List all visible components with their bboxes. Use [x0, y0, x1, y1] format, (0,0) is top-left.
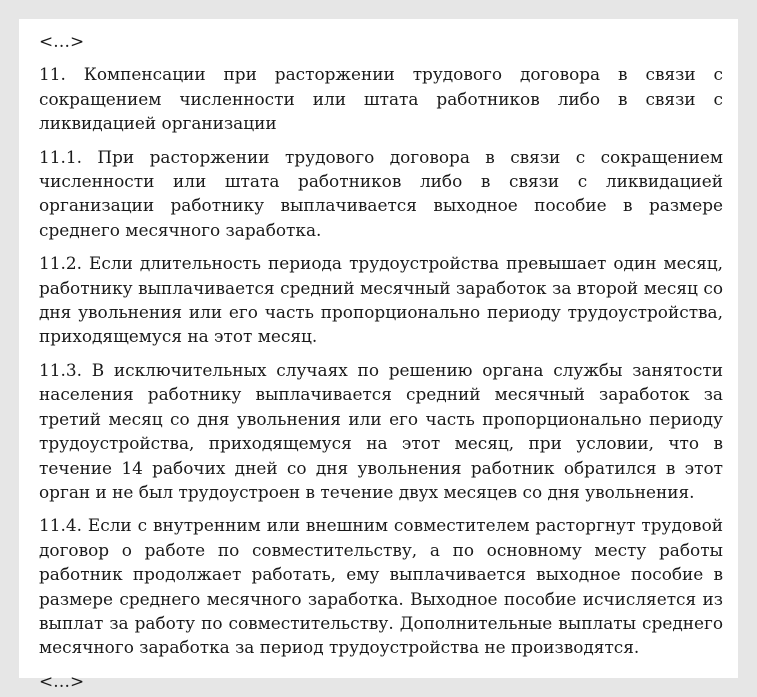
document-content — [39, 29, 723, 693]
paragraph-11-3: 11.3. В исключительных случаях по решению органа службы занятости населения работнику выплачивается средний месячный заработок за третий месяц со дня увольнения или его часть пропорционально периоду трудоустройства, приходящемуся на этот месяц, при условии, что в течение 14 рабочих дней со дня увольнения работник обратился в этот орган и не был трудоустроен в течение двух месяцев со дня увольнения. — [39, 359, 723, 502]
paragraph-11-4: 11.4. Если с внутренним или внешним совместителем расторгнут трудовой договор о работе по совместительству, а по основному месту работы работник продолжает работать, ему выплачивается выходное пособие в размере среднего месячного заработка. Выходное пособие исчисляется из выплат за работу по совместительству. Дополнительные выплаты среднего месячного заработка за период трудоустройства не производятся. — [39, 515, 723, 658]
section-heading: 11. Компенсации при расторжении трудового договора в связи с сокращением численности или штата работников либо в связи с ликвидацией организации — [39, 64, 723, 134]
paragraph-11-2: 11.2. Если длительность периода трудоустройства превышает один месяц, работнику выплачивается средний месячный заработок за второй месяц со дня увольнения или его часть пропорционально периоду трудоустройства, приходящемуся на этот месяц. — [39, 253, 723, 347]
omission-marker-top: <…> — [39, 31, 85, 51]
paragraph-11-1: 11.1. При расторжении трудового договора в связи с сокращением численности или штата работников либо в связи с ликвидацией организации работнику выплачивается выходное пособие в размере среднего месячного заработка. — [39, 146, 723, 240]
document-page — [19, 19, 738, 691]
omission-marker-bottom: <…> — [39, 670, 85, 691]
